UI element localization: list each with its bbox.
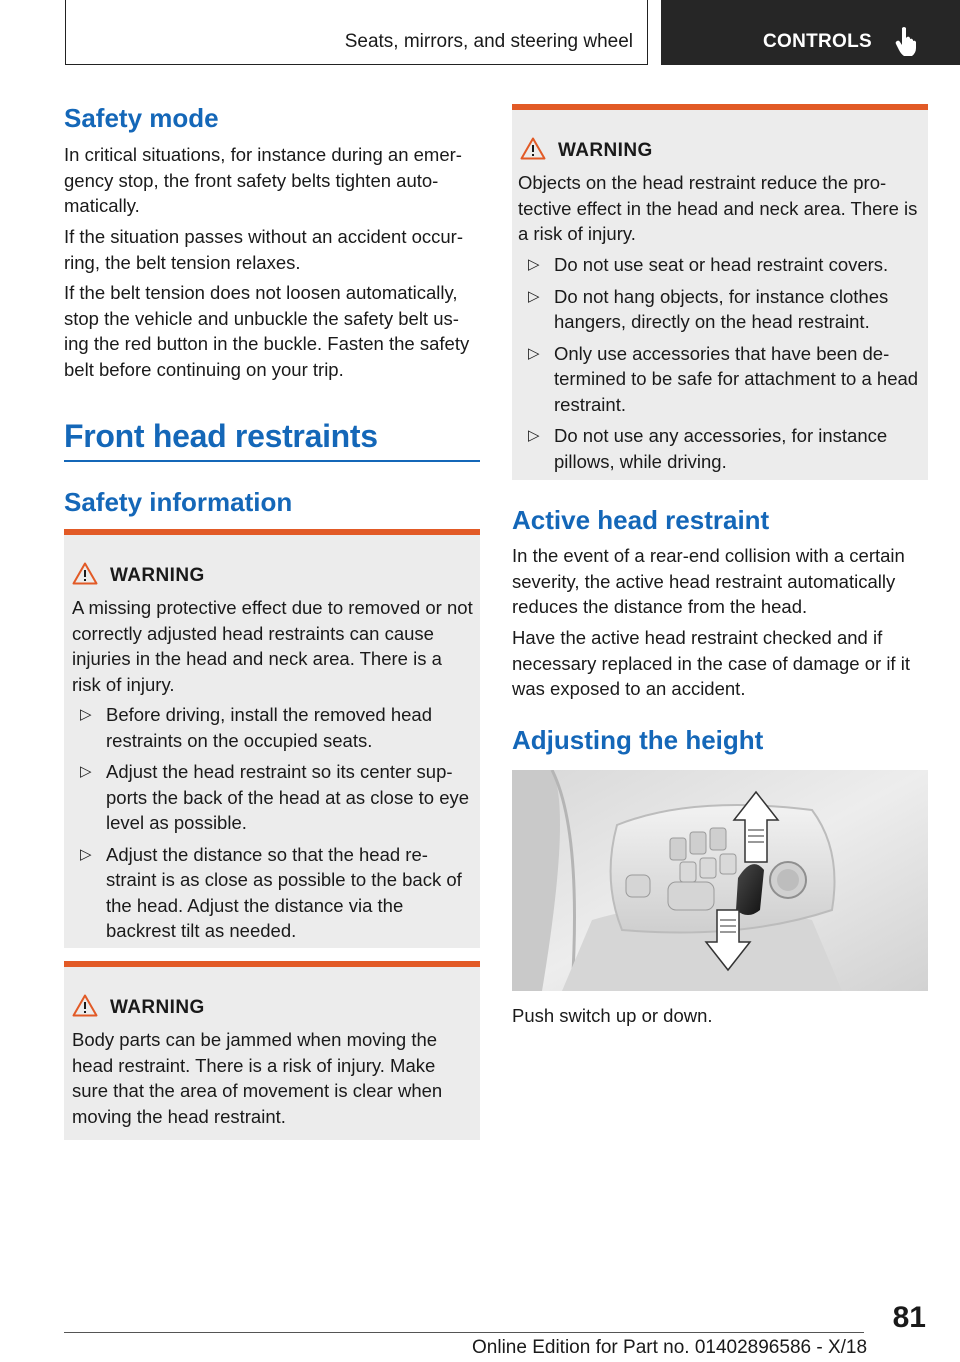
list-item-text: Do not use seat or head restraint covers. xyxy=(554,254,889,275)
warning-1-title: WARNING xyxy=(110,565,205,586)
warning-box-2 xyxy=(64,961,480,1140)
warning-3-title: WARNING xyxy=(558,140,653,161)
safety-mode-para-2: If the situation passes without an accident occur‐ring, the belt tension relaxes. xyxy=(64,226,463,273)
list-item-text: Adjust the distance so that the head re‐straint is as close as possible to the back of the head. Adjust the distance via the backrest tilt as needed. xyxy=(106,843,462,941)
safety-mode-heading: Safety mode xyxy=(64,103,219,133)
front-head-restraints-heading: Front head restraints xyxy=(64,418,378,454)
list-item-text: Do not hang objects, for instance clothes hangers, directly on the head restraint. xyxy=(554,285,889,332)
list-item-text: Adjust the head restraint so its center sup‐ports the back of the head at as close to eye level as possible. xyxy=(106,761,470,833)
list-item xyxy=(520,284,922,335)
header-section-box xyxy=(65,0,648,65)
warning-3-text: Objects on the head restraint reduce the pro‐tective effect in the head and neck area. There is a risk of injury. xyxy=(518,172,918,244)
active-head-restraint-heading: Active head restraint xyxy=(512,505,770,535)
list-item xyxy=(72,842,474,944)
list-item xyxy=(520,423,922,474)
safety-mode-para-1: In critical situations, for instance during an emer‐gency stop, the front safety belts tighten auto‐matically. xyxy=(64,144,462,216)
warning-2-header xyxy=(72,997,272,1021)
warning-box-3 xyxy=(512,104,928,480)
warning-triangle-icon xyxy=(520,137,546,160)
warning-triangle-icon xyxy=(72,562,98,585)
footer-edition: Online Edition for Part no. 01402896586 - X/18 xyxy=(472,1337,868,1358)
bullet-icon: ▷ xyxy=(80,845,92,863)
list-item-text: Only use accessories that have been de‐termined to be safe for attachment to a head restraint. xyxy=(554,342,919,415)
bullet-icon: ▷ xyxy=(528,344,540,362)
warning-3-list xyxy=(520,252,922,480)
warning-1-text: A missing protective effect due to removed or not correctly adjusted head restraints can cause injuries in the head and neck area. There is a risk of injury. xyxy=(72,597,473,695)
list-item xyxy=(520,341,922,418)
warning-box-1 xyxy=(64,529,480,948)
warning-triangle-icon xyxy=(72,994,98,1017)
warning-2-text: Body parts can be jammed when moving the head restraint. There is a risk of injury. Make sure that the area of movement is clear when moving the head restraint. xyxy=(72,1029,443,1127)
bullet-icon: ▷ xyxy=(528,427,540,444)
safety-information-heading: Safety information xyxy=(64,487,293,517)
active-para-1: In the event of a rear-end collision with a certain severity, the active head restraint automatically reduces the distance from the head. xyxy=(512,545,905,617)
warning-1-list xyxy=(72,702,474,950)
safety-mode-para-3: If the belt tension does not loosen automatically, stop the vehicle and unbuckle the safety belt us‐ing the red button in the buckle. Fasten the safety belt before continuing on your trip. xyxy=(64,282,470,380)
warning-2-title: WARNING xyxy=(110,997,205,1018)
header-section-title: Seats, mirrors, and steering wheel xyxy=(344,31,633,52)
heading-rule xyxy=(64,460,480,462)
list-item xyxy=(72,702,474,753)
adjusting-height-heading: Adjusting the height xyxy=(512,725,764,755)
list-item xyxy=(72,759,474,836)
footer-rule xyxy=(64,1332,864,1333)
bullet-icon: ▷ xyxy=(80,763,92,780)
seat-panel-drawing xyxy=(512,770,928,991)
warning-1-header xyxy=(72,565,272,589)
image-caption: Push switch up or down. xyxy=(512,1005,713,1026)
bullet-icon: ▷ xyxy=(80,706,92,723)
active-para-2: Have the active head restraint checked and if necessary replaced in the case of damage or if it was exposed to an accident. xyxy=(512,627,910,699)
list-item-text: Do not use any accessories, for instance pillows, while driving. xyxy=(554,425,888,472)
bullet-icon: ▷ xyxy=(528,287,540,305)
header-chapter-tab[interactable] xyxy=(661,0,960,65)
list-item-text: Before driving, install the removed head restraints on the occupied seats. xyxy=(106,704,432,751)
bullet-icon: ▷ xyxy=(528,256,540,273)
seat-switch-illustration xyxy=(512,770,928,991)
page-number: 81 xyxy=(892,1301,926,1334)
list-item xyxy=(520,252,922,278)
header-chapter-label: CONTROLS xyxy=(763,31,873,52)
pointing-hand-icon xyxy=(893,26,921,56)
warning-3-header xyxy=(520,140,720,164)
